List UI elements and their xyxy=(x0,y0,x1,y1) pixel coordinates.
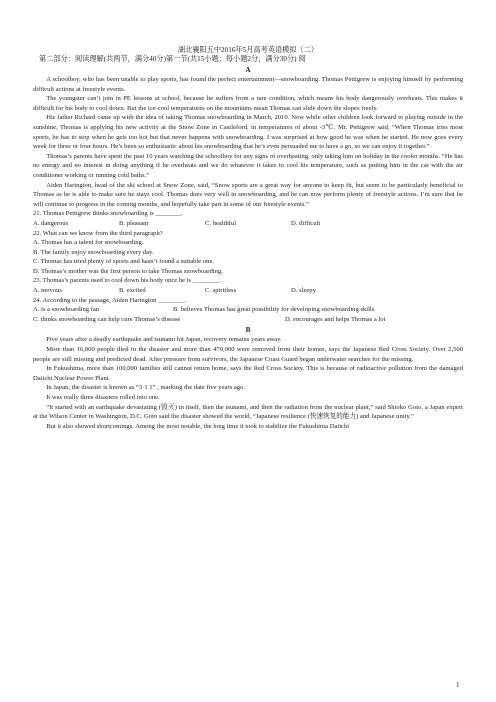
part-instructions: 第二部分：阅读理解(共两节，满分40分)第一节(共15小题；每小题2分，满分30分) 阅 xyxy=(39,55,306,63)
passage-b-paragraph: More than 16,000 people died in the disaster and more than 470,000 were removed from their homes, says the Japanese Red Cross Society. Over 2,500 people are still missing and predicted dead. After pressure from survivors, the Japanese Coast Guard began underwater searches for the missing. xyxy=(33,346,463,363)
option: C. spiritless xyxy=(205,287,237,295)
option: D. Thomas’s mother was the first person to take Thomas snowboarding. xyxy=(33,267,223,275)
option: A. nervous xyxy=(33,287,62,295)
passage-a-paragraph: The youngster can’t join in PE lessons at school, because he suffers from a rare condition, which means his body dangerously overheats. This makes it difficult for his body to cool down. But the ice-cool temperatures on the mountains mean Thomas can slide down the slopes freely. xyxy=(33,95,463,112)
question-23-stem: 23. Thomas’s parents used to cool down his body once he is ________. xyxy=(33,277,221,285)
option: A. Thomas has a talent for snowboarding. xyxy=(33,239,144,247)
option: B. excited xyxy=(119,287,146,295)
question-23-options xyxy=(33,286,463,296)
passage-b-paragraph: Five years after a deadly earthquake and tsunami hit Japan, recovery remains years away. xyxy=(46,336,282,344)
exam-title: 湖北襄阳五中2016年5月高考英语模拟（二） xyxy=(177,46,319,54)
option: D. encourages and helps Thomas a lot xyxy=(285,315,386,323)
option: B. believes Thomas has great possibility for developing snowboarding skills xyxy=(173,306,375,314)
option: D. difficult xyxy=(291,219,321,227)
option: A. dangerous xyxy=(33,219,69,227)
passage-b-paragraph: In Fukushima, more than 100,000 families still cannot return home, says the Red Cross Society. This is because of radioactive pollution from the damaged Daiichi Nuclear Power Plant. xyxy=(33,365,463,382)
passage-a-paragraph: A schoolboy, who has been unable to play sports, has found the perfect entertainment—snowboarding. Thomas Pettigrew is enjoying himself by performing difficult actions at freestyle events. xyxy=(33,76,463,93)
passage-a-paragraph: Aiden Harington, head of the ski school at Snow Zone, said, “Snow sports are a great way for anyone to keep fit, but seem to be particularly beneficial to Thomas as he is able to make sure he stays cool. Thomas does very well in snowboarding, and he can now perform plenty of freestyle actions. I’m sure that he will continue to progress in the coming months, and hopefully take part in some of our freestyle events.” xyxy=(33,181,463,208)
page-number: 1 xyxy=(456,681,460,689)
question-22-stem: 22. What can we know from the third paragraph? xyxy=(33,229,163,237)
passage-b-label: B xyxy=(245,326,251,335)
passage-b-paragraph: In Japan, the disaster is known as “3·1 1” , marking the date five years ago. xyxy=(46,384,246,392)
passage-b-paragraph: It was really three disasters rolled into one. xyxy=(46,394,160,401)
passage-a-paragraph: Thomas’s parents have spent the past 10 years watching the schoolboy for any signs of overheating, only taking him on holiday in the cooler months. “He has no energy and no interest in doing anything if he overheats and we do whatever it takes to cool his temperature, such as putting him in the car with the air conditioner working or running cold baths.” xyxy=(33,152,463,179)
option: D. sleepy xyxy=(291,287,316,295)
passage-a-paragraph: His father Richard came up with the idea of taking Thomas snowboarding in March, 2010. Now while other children look forward to playing outside in the sunshine, Thomas is applying his new activity at the Snow Zone in Castleford, in temperatures of about -3℃. Mr. Pettigrew said, “When Thomas tries most sports, he has to stop when he gets too hot but that never happens with snowboarding. I was surprised at how good he was when he started. He now goes every week for three or four hours. He’s been so enthusiastic about his snowboarding that he’s even persuaded me to have a go, so we can enjoy it together.” xyxy=(33,114,463,151)
option: B. The family enjoy snowboarding every day. xyxy=(33,248,154,256)
option: C. Thomas has tried plenty of sports and hasn’t found a suitable one. xyxy=(33,258,215,266)
option: C. healthful xyxy=(205,219,237,227)
option: B. pleasant xyxy=(119,219,149,227)
document-content xyxy=(33,46,463,431)
option: C. thinks snowboarding can help cure Thomas’s disease xyxy=(33,315,181,323)
passage-b-paragraph: “It started with an earthquake devastating (毁灭) in itself, then the tsunami, and then the radiation from the nuclear plant,” said Shioko Goto, a Japan expert at the Wilson Center in Washington, D.C. Goto said the disaster showed the world, “Japanese resilience (快速恢复的能力) and Japanese unity.” xyxy=(33,403,463,421)
question-24-options-row2 xyxy=(33,315,463,325)
question-21-stem: 21. Thomas Pettigrew thinks snowboarding is ________. xyxy=(33,210,184,218)
passage-a-label: A xyxy=(245,66,251,74)
option: A. is a snowboarding fan xyxy=(33,306,100,314)
passage-b-paragraph: But it also showed shortcomings. Among the most notable, the long time it took to stabilize the Fukushima Daiichi xyxy=(46,422,350,430)
question-24-stem: 24. According to the passage, Aiden Harington ________. xyxy=(33,296,187,304)
question-24-options-row1 xyxy=(33,305,463,315)
question-21-options xyxy=(33,219,463,229)
